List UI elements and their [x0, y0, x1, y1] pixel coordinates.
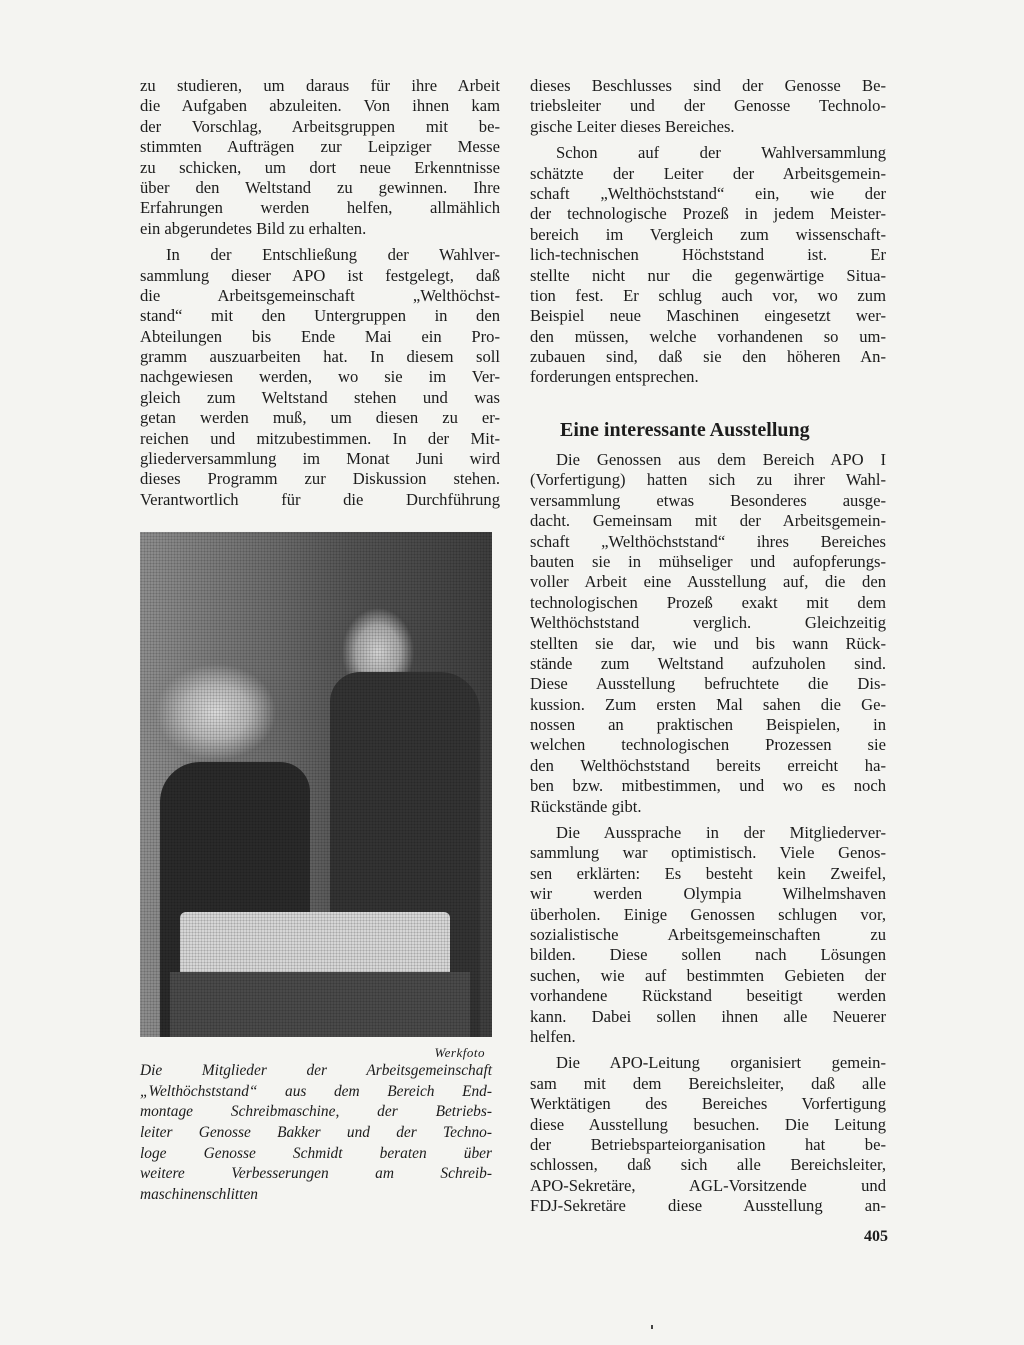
text-line: helfen.: [530, 1026, 576, 1046]
text-line: dieses Beschlusses sind der Genosse Be-: [530, 76, 886, 95]
text-line: tion fest. Er schlug auch vor, wo zum: [530, 285, 886, 305]
text-line: nachgewiesen werden, wo sie im Ver-: [140, 367, 500, 387]
text-line: Erfahrungen werden helfen, allmählich: [140, 198, 500, 218]
print-speck: [651, 1325, 653, 1329]
text-line: Werktätigen des Bereiches Vorfertigung: [530, 1094, 886, 1114]
text-line: Welthöchststand verglich. Gleichzeitig: [530, 613, 886, 633]
text-line: gische Leiter dieses Bereiches.: [530, 116, 735, 136]
text-line: der Betriebsparteiorganisation hat be-: [530, 1134, 886, 1154]
text-line: getan werden muß, um diesen zu er-: [140, 408, 500, 428]
text-line: gleich zum Weltstand stehen und was: [140, 387, 500, 407]
text-line: welchen technologischen Prozessen sie: [530, 735, 886, 755]
text-line: gramm auszuarbeiten hat. In diesem soll: [140, 347, 500, 367]
text-line: zu schicken, um dort neue Erkenntnisse: [140, 157, 500, 177]
text-line: stimmten Aufträgen zur Leipziger Messe: [140, 137, 500, 157]
text-line: APO-Sekretäre, AGL-Vorsitzende und: [530, 1175, 886, 1195]
text-line: bilden. Diese sollen nach Lösungen: [530, 945, 886, 965]
left-column: [140, 76, 500, 510]
text-line: lich-technischen Höchststand ist. Er: [530, 245, 886, 265]
photo-caption: [140, 1061, 492, 1206]
text-line: stellten sie dar, wie und bis wann Rück-: [530, 633, 886, 653]
photo-typewriter-team: [140, 532, 492, 1037]
text-line: nossen an praktischen Beispielen, in: [530, 715, 886, 735]
right-paragraph-1: [530, 76, 886, 137]
text-line: reichen und mitzubestimmen. In der Mit-: [140, 428, 500, 448]
text-line: forderungen entsprechen.: [530, 367, 699, 387]
text-line: kussion. Zum ersten Mal sahen die Ge-: [530, 694, 886, 714]
text-line: voller Arbeit eine Ausstellung auf, die den: [530, 572, 886, 592]
text-line: ben bzw. mitbestimmen, und wo es noch: [530, 776, 886, 796]
right-column: [530, 76, 886, 388]
text-line: stand“ mit den Untergruppen in den: [140, 306, 500, 326]
text-line: Die Aussprache in der Mitgliederver-: [556, 823, 886, 843]
text-line: versammlung etwas Besonderes ausge-: [530, 490, 886, 510]
text-line: sozialistische Arbeitsgemeinschaften zu: [530, 924, 886, 944]
text-line: wir werden Olympia Wilhelmshaven: [530, 884, 886, 904]
text-line: die Aufgaben abzuleiten. Von ihnen kam: [140, 96, 500, 116]
text-line: gliederversammlung im Monat Juni wird: [140, 449, 500, 469]
text-line: über den Weltstand zu gewinnen. Ihre: [140, 177, 500, 197]
right-column-lower: [530, 450, 886, 1216]
section-heading: Eine interessante Ausstellung: [560, 419, 810, 441]
text-line: überholen. Einige Genossen schlugen vor,: [530, 904, 886, 924]
text-line: die Arbeitsgemeinschaft „Welthöchst-: [140, 285, 500, 305]
text-line: dacht. Gemeinsam mit der Arbeitsgemein-: [530, 511, 886, 531]
caption-line: Die Mitglieder der Arbeitsgemeinschaft: [140, 1062, 492, 1079]
caption-line: leiter Genosse Bakker und der Techno-: [140, 1124, 492, 1142]
caption-line: „Welthöchststand“ aus dem Bereich End-: [140, 1082, 492, 1100]
text-line: In der Entschließung der Wahlver-: [166, 245, 500, 265]
caption-line: weitere Verbesserungen am Schreib-: [140, 1165, 492, 1183]
text-line: schätzte der Leiter der Arbeitsgemein-: [530, 163, 886, 183]
text-line: schlossen, daß sich alle Bereichsleiter,: [530, 1155, 886, 1175]
text-line: der Vorschlag, Arbeitsgruppen mit be-: [140, 116, 500, 136]
left-paragraph-2: [140, 245, 500, 510]
text-line: schaft „Welthöchststand“ ihres Bereiches: [530, 531, 886, 551]
text-line: (Vorfertigung) hatten sich zu ihrer Wahl-: [530, 470, 886, 490]
text-line: technologischen Prozeß exakt mit dem: [530, 592, 886, 612]
text-line: kann. Dabei sollen ihnen alle Neuerer: [530, 1006, 886, 1026]
right-paragraph-3: [530, 450, 886, 817]
text-line: schaft „Welthöchststand“ ein, wie der: [530, 183, 886, 203]
caption-line: montage Schreibmaschine, der Betriebs-: [140, 1103, 492, 1121]
text-line: ein abgerundetes Bild zu erhalten.: [140, 218, 367, 238]
text-line: FDJ-Sekretäre diese Ausstellung an-: [530, 1196, 886, 1216]
left-paragraph-1: [140, 76, 500, 239]
text-line: zubauen sind, daß sie den höheren An-: [530, 347, 886, 367]
text-line: bereich im Vergleich zum wissenschaft-: [530, 224, 886, 244]
text-line: Die APO-Leitung organisiert gemein-: [556, 1053, 886, 1073]
text-line: zu studieren, um daraus für ihre Arbeit: [140, 76, 500, 95]
text-line: sammlung dieser APO ist festgelegt, daß: [140, 265, 500, 285]
right-paragraph-4: [530, 823, 886, 1047]
text-line: Beispiel neue Maschinen eingesetzt wer-: [530, 306, 886, 326]
right-paragraph-5: [530, 1053, 886, 1216]
text-line: diese Ausstellung besuchen. Die Leitung: [530, 1114, 886, 1134]
text-line: der technologische Prozeß in jedem Meister-: [530, 204, 886, 224]
photo-credit: Werkfoto: [434, 1045, 485, 1060]
caption-line: loge Genosse Schmidt beraten über: [140, 1144, 492, 1162]
text-line: Abteilungen bis Ende Mai ein Pro-: [140, 326, 500, 346]
text-line: den Welthöchststand bereits erreicht ha-: [530, 755, 886, 775]
text-line: den müssen, welche vorhandenen so um-: [530, 326, 886, 346]
text-line: bauten sie in mühseliger und aufopferungs-: [530, 551, 886, 571]
caption-line: maschinenschlitten: [140, 1186, 258, 1204]
text-line: stände zum Weltstand aufzuholen sind.: [530, 653, 886, 673]
text-line: sam mit dem Bereichsleiter, daß alle: [530, 1073, 886, 1093]
page-number: 405: [864, 1228, 888, 1245]
text-line: Rückstände gibt.: [530, 796, 642, 816]
text-line: sen erklärten: Es besteht kein Zweifel,: [530, 863, 886, 883]
text-line: Verantwortlich für die Durchführung: [140, 489, 500, 509]
text-line: Schon auf der Wahlversammlung: [556, 143, 886, 163]
text-line: triebsleiter und der Genosse Technolo-: [530, 96, 886, 116]
text-line: vorhandene Rückstand beseitigt werden: [530, 986, 886, 1006]
text-line: dieses Programm zur Diskussion stehen.: [140, 469, 500, 489]
text-line: stellte nicht nur die gegenwärtige Situa-: [530, 265, 886, 285]
text-line: suchen, wie auf bestimmten Gebieten der: [530, 965, 886, 985]
text-line: sammlung war optimistisch. Viele Genos-: [530, 843, 886, 863]
text-line: Diese Ausstellung befruchtete die Dis-: [530, 674, 886, 694]
text-line: Die Genossen aus dem Bereich APO I: [556, 450, 886, 469]
right-paragraph-2: [530, 143, 886, 388]
